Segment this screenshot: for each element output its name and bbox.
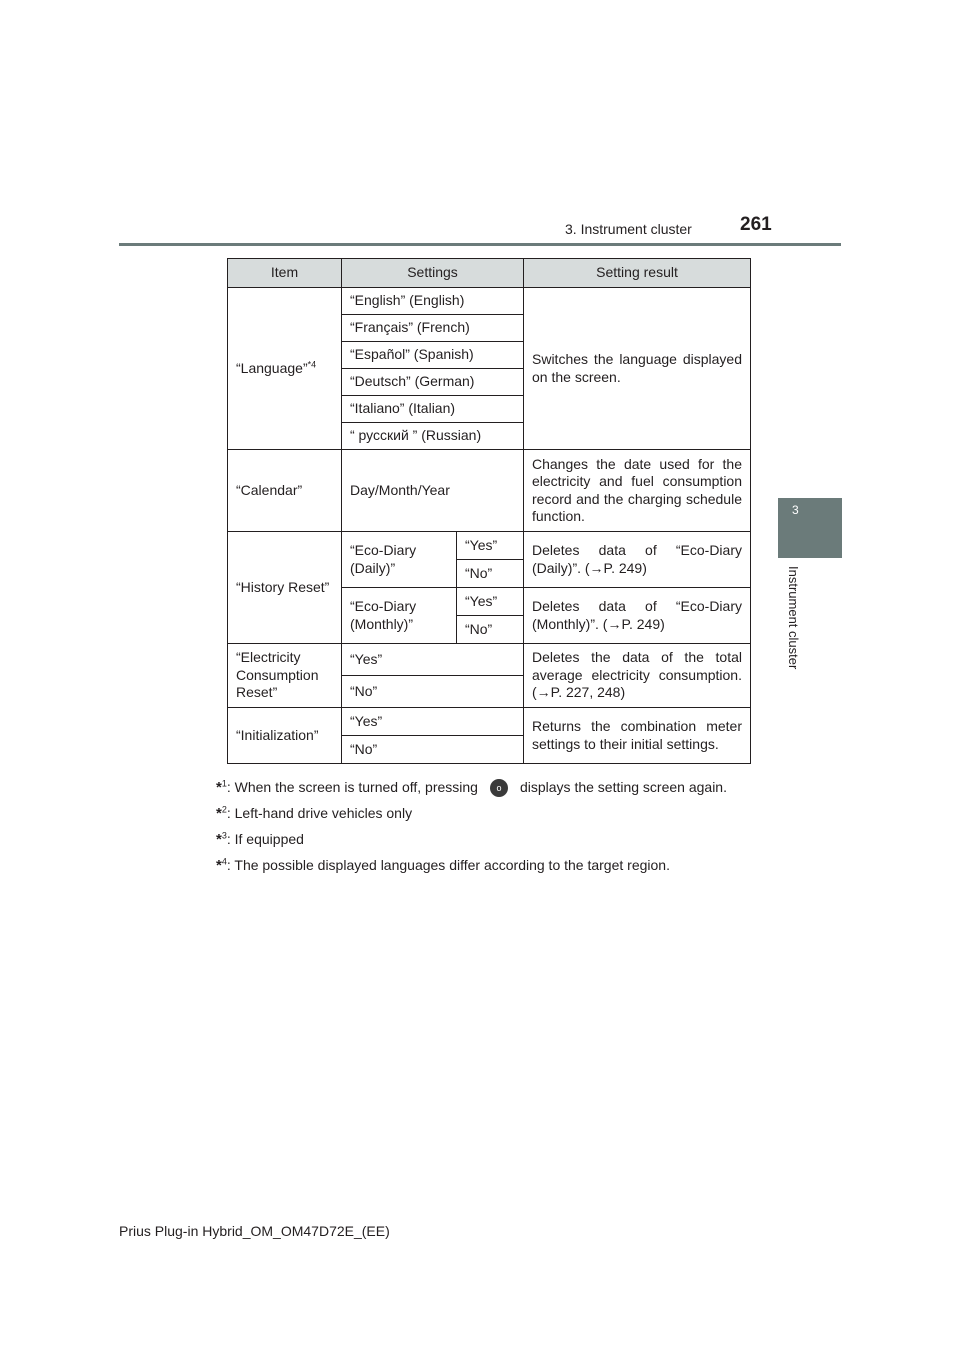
item-electricity-reset: “Electricity Consumption Reset” [228, 644, 342, 708]
setting-result: Changes the date used for the electricity and fuel consumption record and the charging schedule function. [524, 450, 751, 532]
chapter-number: 3 [792, 503, 799, 517]
setting-option: “English” (English) [342, 288, 524, 315]
setting-option: “Deutsch” (German) [342, 369, 524, 396]
item-history-reset: “History Reset” [228, 532, 342, 644]
setting-option-no: “No” [342, 676, 524, 708]
footnote-4: *$^4$ : The possible displayed languages differ according to the target region. [216, 856, 670, 875]
item-calendar: “Calendar” [228, 450, 342, 532]
table-row [228, 532, 751, 560]
footnotes [216, 778, 746, 882]
setting-option-yes: “Yes” [342, 644, 524, 676]
header-divider [119, 243, 841, 246]
setting-option-yes: “Yes” [457, 588, 524, 616]
chapter-side-label: Instrument cluster [786, 566, 801, 670]
setting-option: Day/Month/Year [342, 450, 524, 532]
column-header-result: Setting result [524, 259, 751, 288]
setting-result: Deletes the data of the total average electricity consumption. (→P. 227, 248) [524, 644, 751, 708]
setting-option: “Italiano” (Italian) [342, 396, 524, 423]
setting-option: “Español” (Spanish) [342, 342, 524, 369]
table-header-row [228, 259, 751, 288]
setting-option-no: “No” [342, 736, 524, 764]
setting-option-no: “No” [457, 560, 524, 588]
item-initialization: “Initialization” [228, 708, 342, 764]
meter-control-button-icon: o [490, 779, 508, 797]
column-header-item: Item [228, 259, 342, 288]
footnote-2: *$^2$ : Left-hand drive vehicles only [216, 804, 413, 823]
setting-result: Deletes data of “Eco-Diary (Daily)”. (→P. 249) [524, 532, 751, 588]
setting-result: Deletes data of “Eco-Diary (Monthly)”. (→P. 249) [524, 588, 751, 644]
setting-result: Switches the language displayed on the screen. [524, 288, 751, 450]
footnote-3: *$^3$ : If equipped [216, 830, 304, 849]
setting-option-no: “No” [457, 616, 524, 644]
table-row [228, 708, 751, 736]
page-number: 261 [740, 214, 772, 235]
setting-option: “Français” (French) [342, 315, 524, 342]
setting-group-daily: “Eco-Diary (Daily)” [342, 532, 457, 588]
section-title: 3. Instrument cluster [565, 221, 692, 237]
settings-table [227, 258, 751, 764]
table-row [228, 644, 751, 676]
setting-group-monthly: “Eco-Diary (Monthly)” [342, 588, 457, 644]
setting-option: “ русский ” (Russian) [342, 423, 524, 450]
chapter-tab [778, 498, 842, 558]
note-reference: *4 [307, 359, 317, 370]
table-row [228, 450, 751, 532]
column-header-settings: Settings [342, 259, 524, 288]
table-row [228, 288, 751, 315]
document-footer: Prius Plug-in Hybrid_OM_OM47D72E_(EE) [119, 1223, 390, 1239]
setting-option-yes: “Yes” [342, 708, 524, 736]
setting-result: Returns the combination meter settings to their initial settings. [524, 708, 751, 764]
footnote-1: *$^1$ : When the screen is turned off, pressing o displays the setting screen again. [216, 778, 727, 796]
item-language: “Language”$^{*4}$ [228, 288, 342, 450]
setting-option-yes: “Yes” [457, 532, 524, 560]
